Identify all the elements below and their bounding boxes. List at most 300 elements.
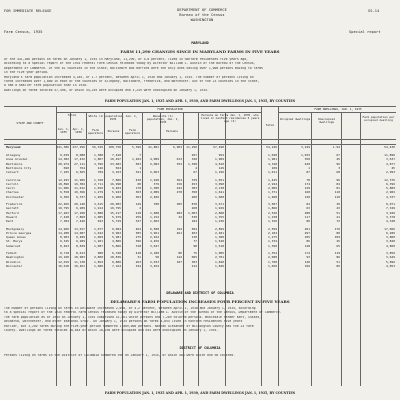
table-cell: 11,138 — [74, 259, 85, 264]
col-header-persons-nonwhite: Persons — [166, 129, 178, 133]
table-cell: 3,637 — [385, 157, 395, 162]
table-cell: 396 — [135, 239, 141, 244]
table-cell: 2,063 — [149, 170, 159, 175]
table-cell: 9,289 — [75, 239, 85, 244]
col-header-persons-white: Persons — [107, 129, 120, 133]
section-title-2: DELAWARE'S FARM POPULATION INCREASES FOUR PERCENT IN FIVE YEARS — [110, 299, 290, 304]
table-cell: 1,866 — [267, 206, 277, 211]
row-label: Caroline — [6, 177, 21, 182]
table-cell: 11,290 — [186, 145, 197, 149]
table-cell: 16,998 — [110, 181, 121, 186]
table-cell: 7,384 — [59, 219, 69, 224]
table-cell: 363 — [135, 194, 141, 199]
table-cell: 15,217 — [110, 210, 121, 215]
table-cell: 3,378 — [385, 214, 395, 219]
table-cell: 84 — [306, 202, 310, 206]
table-cell: 67 — [336, 153, 340, 157]
table-cell: 128 — [304, 243, 310, 248]
release-label: FOR IMMEDIATE RELEASE — [4, 9, 52, 13]
table-cell: 9,639 — [59, 153, 69, 157]
table-cell: 1,929 — [214, 206, 224, 211]
table-cell: 7,105 — [59, 170, 69, 175]
table-cell: 1,846 — [214, 263, 224, 268]
row-label: Harford — [6, 210, 19, 215]
col-header-nonfarm: Persons on farms Jan. 1, 1935, who lived in nonfarm residences 5 years ago (2) — [200, 113, 260, 123]
table-cell: 1,409 — [93, 194, 103, 199]
table-cell: 9,337 — [75, 194, 85, 199]
table-cell: 4,459 — [149, 239, 159, 244]
table-cell: 1,688 — [149, 210, 159, 215]
row-label: Frederick — [6, 202, 23, 206]
table-cell: 788 — [153, 202, 159, 206]
table-cell: 98 — [193, 243, 197, 248]
table-cell: 4,089 — [149, 157, 159, 162]
table-cell: 430 — [135, 177, 141, 182]
table-cell: 870 — [191, 202, 197, 206]
table-cell: 10,461 — [74, 263, 85, 268]
table-cell: 1,981 — [267, 157, 277, 162]
table-cell: 23,683 — [110, 161, 121, 166]
row-label: Charles — [6, 190, 19, 195]
table-cell: 320 — [191, 157, 197, 162]
table-cell: 5,866 — [111, 243, 121, 248]
table-cell: 27,111 — [74, 161, 85, 166]
table-cell: 4,348 — [385, 219, 395, 224]
table-cell: 57,498 — [213, 145, 224, 149]
table-cell: 3,249 — [300, 145, 310, 149]
table-cell: 5,729 — [111, 219, 121, 224]
table-cell: 10,795 — [58, 206, 69, 211]
col-header-apr1930: Apr. 1, 1930 — [72, 127, 85, 134]
table-cell: 3,587 — [267, 202, 277, 206]
table-cell: 10,497 — [110, 157, 121, 162]
table-cell: 9,345 — [59, 239, 69, 244]
table-cell: 22,469 — [58, 202, 69, 206]
table-cell: 437,296 — [72, 145, 85, 149]
table-cell: 68 — [336, 170, 340, 175]
paragraph-line: earlier, but 3,250 farms during the five-year period numbered 1,089,000 persons. Nathan Alexander of Wilmington County has the 23 farm — [4, 324, 254, 328]
table-cell: 218 — [135, 210, 141, 215]
table-cell: 7,440 — [111, 153, 121, 157]
table-cell: 1.94 — [332, 145, 340, 149]
table-cell: 8,613 — [75, 251, 85, 255]
table-cell: 1,236 — [214, 219, 224, 224]
table-cell: 3,454 — [149, 263, 159, 268]
table-cell: 119 — [334, 251, 340, 255]
table-cell: 1,700 — [267, 259, 277, 264]
table-cell: 1,279 — [93, 190, 103, 195]
table-cell: 358 — [191, 190, 197, 195]
col-header-total-dwellings: Total — [265, 123, 275, 127]
table-cell: 7 — [139, 153, 141, 157]
table-cell: 168 — [304, 190, 310, 195]
table-cell: 5,396 — [131, 145, 141, 149]
table-cell: 9,684 — [111, 226, 121, 231]
table-cell: 6,565 — [75, 170, 85, 175]
row-label: Talbot — [6, 251, 17, 255]
table-cell: 453 — [191, 181, 197, 186]
table-cell: 9,886 — [111, 259, 121, 264]
table-cell: 19,168 — [58, 255, 69, 260]
table-cell: 45 — [336, 239, 340, 244]
table-cell: 105 — [304, 235, 310, 240]
table-cell: 3,671 — [214, 202, 224, 206]
table-cell: 65 — [336, 243, 340, 248]
row-label: Worcester — [6, 263, 23, 268]
table-cell: 2,924 — [267, 181, 277, 186]
paragraph-line: Delmarva, Dorchester, and other seasonal crop'. On January 1, 1935 persons on farms 4,054 lived in nonfarm residences five years — [4, 320, 243, 324]
table-cell: 297 — [304, 230, 310, 235]
table-cell: 6,900 — [111, 194, 121, 199]
table-cell: 363 — [135, 190, 141, 195]
row-label: Baltimore — [6, 161, 23, 166]
table-cell: 3,090 — [214, 181, 224, 186]
table-cell: 461 — [176, 230, 182, 235]
row-label: Queen Annes — [6, 235, 26, 240]
table-cell: 4,337 — [385, 194, 395, 199]
table-cell: 2,993 — [385, 170, 395, 175]
table-cell: 200 — [191, 194, 197, 199]
row-label: Kent — [6, 219, 14, 224]
paragraph-line: Dwellings on farms totaled 57,498, of which 54,249 were occupied and 3,249 were unoccupied on January 1, 1935. — [4, 88, 209, 92]
table-cell: 1,334 — [267, 239, 277, 244]
table-cell: 339 — [191, 177, 197, 182]
table-cell: 3,615 — [93, 202, 103, 206]
paragraph-line: Of the 441,386 persons on farms on January 1, 1935 in Maryland, 11,290, or 4.8 percent, lived in nonfarm residences five years ago, — [4, 58, 248, 61]
table-cell: 1,156 — [267, 219, 277, 224]
farm-population-group-header: FARM POPULATION — [157, 107, 183, 111]
table-cell: 12,376 — [384, 177, 395, 182]
table-cell: 3 — [338, 165, 340, 170]
state-heading-2: DELAWARE AND DISTRICT OF COLUMBIA — [166, 291, 234, 295]
table-cell: 2,406 — [149, 194, 159, 199]
table-cell: 4,810 — [214, 161, 224, 166]
col-header-state: STATE AND COUNTY — [16, 121, 44, 125]
table-cell: 72 — [336, 219, 340, 224]
table-cell: 1,852 — [93, 259, 103, 264]
paragraph-line: farms increased over 1,000 in each of the counties of Allegany, Baltimore, Frederick, and Worcester. Out of the 23 counties in the State, — [4, 80, 260, 83]
row-label: Dorchester — [6, 194, 25, 199]
table-cell: 2,922 — [149, 235, 159, 240]
table-cell: 464 — [135, 226, 141, 231]
table-cell: 1,077 — [93, 226, 103, 231]
table-cell: 1,840 — [214, 259, 224, 264]
paragraph-line: Persons living on farms in the District of Columbia numbered 590 on January 1, 1935, of which 483 were white and 98 colored. — [4, 354, 235, 357]
table-cell: 13,017 — [74, 226, 85, 231]
table-cell: 4,886 — [111, 239, 121, 244]
table-cell: 1,656 — [93, 186, 103, 191]
table-cell: 303 — [191, 259, 197, 264]
table-cell: 80 — [178, 251, 182, 255]
table-cell: 530 — [191, 214, 197, 219]
report-code: SS-14 — [368, 9, 380, 13]
table-cell: 63 — [306, 206, 310, 211]
table-cell: 9,306 — [59, 194, 69, 199]
table-cell: 4,877 — [385, 161, 395, 166]
table-cell: 80 — [336, 230, 340, 235]
table-cell: 259 — [135, 214, 141, 219]
table-cell: 1,152 — [149, 214, 159, 219]
table-cell: 4,853 — [385, 263, 395, 268]
table-cell: 690 — [63, 165, 69, 170]
table-cell: 2,688 — [267, 255, 277, 260]
table-cell: 1 — [139, 165, 141, 170]
table-cell: 263 — [135, 259, 141, 264]
row-label: St. Marys — [6, 239, 23, 244]
table-cell: 2,808 — [214, 210, 224, 215]
table-cell: 1,032 — [300, 153, 310, 157]
table-cell: 11,890 — [384, 153, 395, 157]
table-cell: 7,860 — [75, 214, 85, 219]
row-label: Prince Georges — [6, 230, 32, 235]
table-cell: 1,642 — [93, 230, 103, 235]
table-cell: 9,289 — [75, 206, 85, 211]
table-cell: 110 — [334, 194, 340, 199]
table-cell: 9,071 — [385, 202, 395, 206]
table-cell: 584 — [191, 226, 197, 231]
table-cell: 980 — [97, 251, 103, 255]
table-cell: 2,599 — [267, 226, 277, 231]
table-cell: 17,263 — [58, 210, 69, 215]
table-cell: 6,588 — [149, 226, 159, 231]
table-cell: 6,903 — [172, 145, 182, 149]
table-cell: 318 — [135, 243, 141, 248]
table-cell: 2,800 — [93, 255, 103, 260]
table-cell: 110 — [334, 190, 340, 195]
table-cell: 11,909 — [74, 177, 85, 182]
table-cell: 8,493 — [59, 243, 69, 248]
table-cell: 1,355 — [214, 214, 224, 219]
table-cell: 51 — [336, 210, 340, 215]
table-cell: 86 — [306, 239, 310, 244]
table-cell: 149 — [218, 165, 224, 170]
farm-census-label: Farm Census, 1935 — [4, 30, 43, 34]
table-cell: 140 — [304, 259, 310, 264]
table-cell: 1,196 — [214, 170, 224, 175]
table-cell: 1,912 — [93, 206, 103, 211]
table-cell: 196 — [304, 263, 310, 268]
row-label: Maryland — [6, 145, 21, 149]
table-cell: 1,201 — [93, 239, 103, 244]
table-cell: 341 — [135, 170, 141, 175]
table-cell: 172 — [304, 251, 310, 255]
paragraph-line: The farm population as of 1935 on January 1, 1935 comprised 41,461 white persons and 7,289 colored persons. Wholesale farmer Kent, Sussex, — [4, 315, 262, 319]
table-cell: 1,238 — [267, 214, 277, 219]
table-cell: 7,164 — [111, 263, 121, 268]
table-cell: 39 — [336, 202, 340, 206]
table-cell: 1,488 — [267, 194, 277, 199]
table-cell: 31 — [137, 255, 141, 260]
table-cell: 1,686 — [93, 263, 103, 268]
table-cell: 4,860 — [385, 243, 395, 248]
table-cell: 2,138 — [214, 186, 224, 191]
table-cell: 129 — [304, 186, 310, 191]
table-cell: 6,348 — [111, 251, 121, 255]
table-cell: 1,069 — [93, 235, 103, 240]
table-cell: 418 — [135, 251, 141, 255]
row-label: Cecil — [6, 186, 16, 191]
table-cell: 383 — [191, 186, 197, 191]
table-cell: 2,184 — [267, 230, 277, 235]
table-cell: 2,033 — [149, 259, 159, 264]
row-label: Howard — [6, 214, 17, 219]
table-cell: 130 — [191, 235, 197, 240]
table-cell: 34 — [178, 214, 182, 219]
col-header-white: White (1) population, Jan. 1, 1935 — [88, 114, 138, 121]
row-label: Washington — [6, 255, 25, 260]
table-cell: 67 — [193, 170, 197, 175]
table-cell: 1,380 — [214, 235, 224, 240]
state-heading-3: DISTRICT OF COLUMBIA — [179, 346, 221, 350]
col-header-occupied: Occupied dwellings — [279, 117, 311, 121]
table-cell: 1,328 — [93, 177, 103, 182]
table-cell: 5,896 — [385, 259, 395, 264]
table-cell: 3,961 — [149, 230, 159, 235]
table-cell: 4,328 — [267, 161, 277, 166]
table-cell: 18,839 — [110, 255, 121, 260]
table-cell: 149 — [135, 202, 141, 206]
table-cell: 1,202 — [131, 157, 141, 162]
row-label: Allegany — [6, 153, 21, 157]
table-cell: 56,329 — [92, 145, 103, 149]
table-cell: 344 — [135, 263, 141, 268]
table-cell: 1,354 — [267, 251, 277, 255]
table-cell: 379 — [153, 181, 159, 186]
table-cell: 109 — [334, 235, 340, 240]
table-cell: 943 — [97, 219, 103, 224]
table-cell: 1,398 — [187, 161, 197, 166]
table-cell: 2,982 — [385, 190, 395, 195]
col-header-total: Total — [67, 113, 77, 117]
table-cell: 2,711 — [93, 181, 103, 186]
table-cell: 605 — [191, 255, 197, 260]
table-cell: 8,718 — [59, 251, 69, 255]
table-cell: 364 — [176, 177, 182, 182]
table-cell: 51 — [336, 259, 340, 264]
table-cell: 278 — [176, 190, 182, 195]
table-cell: 1,388 — [93, 153, 103, 157]
col-header-farm-operators-nonwhite: Farm operators — [124, 128, 141, 135]
table-cell: 9,404 — [111, 186, 121, 191]
table-cell: 305 — [135, 230, 141, 235]
table-cell: 174 — [304, 181, 310, 186]
table-cell: 77 — [193, 239, 197, 244]
table-cell: 1,608 — [214, 194, 224, 199]
table-cell: 41 — [336, 214, 340, 219]
table-cell: 8,088 — [75, 153, 85, 157]
table-cell: 10,795 — [110, 206, 121, 211]
table-cell: 84 — [336, 181, 340, 186]
table-cell: 1,989 — [214, 157, 224, 162]
table-cell: 20,128 — [74, 202, 85, 206]
row-label: Somerset — [6, 243, 21, 248]
bureau-name: Bureau of the Census — [179, 13, 225, 17]
table-cell: 764 — [79, 165, 85, 170]
table-cell: 305 — [176, 202, 182, 206]
paragraph-line: The number of persons living on farms in Delaware increased 2,098, or 4.2 percent, between April 1, 1930 and January 1, 1935, according — [4, 307, 256, 310]
table-cell: 5,889 — [385, 186, 395, 191]
table-cell: 420 — [304, 161, 310, 166]
table-cell: 68 — [137, 181, 141, 186]
col-header-nonwhite: Nonwhite (1) population, Jan. 1, 1935 — [147, 114, 179, 124]
farm-dwellings-group-header: FARM DWELLINGS, JAN. 1, 1935 — [314, 107, 362, 111]
paragraph-line: Maryland's farm population increased 4,185, or 1.7 percent, between April 1, 1930 and January 1, 1935. The number of persons living on — [4, 75, 254, 79]
table-cell: 10,618 — [58, 263, 69, 268]
table-cell: 192 — [176, 226, 182, 231]
table-cell: 3,163 — [111, 170, 121, 175]
table-cell: 14,382 — [58, 157, 69, 162]
table-cell: 1,371 — [267, 190, 277, 195]
table-cell: 96 — [336, 177, 340, 182]
table-cell: 8,903 — [59, 235, 69, 240]
table-cell: 41,881 — [148, 145, 159, 149]
table-cell: 1,602 — [149, 219, 159, 224]
table-cell: 17,432 — [74, 157, 85, 162]
row-label: Calvert — [6, 170, 19, 175]
table-cell: 80 — [306, 219, 310, 224]
table-cell: 7,349 — [385, 206, 395, 211]
table-cell: 282 — [176, 210, 182, 215]
table-cell: 107 — [176, 259, 182, 264]
col-header-farm-operators-white: Farm operators — [87, 128, 104, 135]
table-cell: 3,649 — [385, 255, 395, 260]
table-cell: 1,641 — [214, 190, 224, 195]
table-cell: 1,807 — [93, 157, 103, 162]
row-label: Baltimore City — [6, 165, 32, 170]
table-cell: 222 — [176, 186, 182, 191]
table-cell: 78 — [306, 177, 310, 182]
table-cell: 14,288 — [58, 230, 69, 235]
table-cell: 10,366 — [74, 190, 85, 195]
table-cell: 441,386 — [56, 145, 69, 149]
table-cell: 1,425 — [267, 177, 277, 182]
table-cell: 3,856 — [385, 251, 395, 255]
table-cell: 11,086 — [58, 186, 69, 191]
table-cell: 2 — [139, 206, 141, 211]
table-cell: 89 — [336, 263, 340, 268]
table-cell: 14,007 — [74, 230, 85, 235]
table-cell: 18,983 — [74, 255, 85, 260]
col-header-unoccupied: Unoccupied dwellings — [318, 117, 335, 124]
footer-caption: FARM POPULATION JAN. 1, 1935 AND APR. 1, 1930, AND FARM DWELLINGS JAN. 1, 1935, BY COUNTIES — [104, 391, 296, 395]
table-cell: 9,558 — [59, 190, 69, 195]
table-cell: 87 — [306, 170, 310, 175]
table-cell: 54,249 — [266, 145, 277, 149]
table-cell: 9,902 — [111, 230, 121, 235]
table-cell: 81 — [336, 186, 340, 191]
table-cell: 6,286 — [385, 230, 395, 235]
table-cell: 96 — [336, 161, 340, 166]
table-cell: 3,926 — [385, 210, 395, 215]
table-cell: 709 — [97, 170, 103, 175]
table-cell: 564 — [115, 165, 121, 170]
section-title: FARM 11,290 CHANGES SINCE IN MARYLAND FARMS IN FIVE YEARS — [120, 49, 280, 54]
table-cell: 7,886 — [111, 177, 121, 182]
table-cell: 4,089 — [149, 190, 159, 195]
table-cell: 1,888 — [93, 210, 103, 215]
table-cell: 19,384 — [74, 181, 85, 186]
table-cell: 1,011 — [267, 170, 277, 175]
table-cell: 86 — [336, 255, 340, 260]
paragraph-line: County. Dwellings on farms totaled 10,844 of which 10,190 were occupied and 654 were unoccupied on January 1, 1935. — [4, 329, 219, 332]
table-cell: 5,981 — [111, 235, 121, 240]
table-cell: 9,489 — [75, 235, 85, 240]
table-cell: 1,390 — [267, 243, 277, 248]
city-name: WASHINGTON — [190, 18, 214, 22]
table-cell: 1,003 — [187, 210, 197, 215]
table-cell: 403 — [191, 230, 197, 235]
table-cell: 201 — [304, 226, 310, 231]
